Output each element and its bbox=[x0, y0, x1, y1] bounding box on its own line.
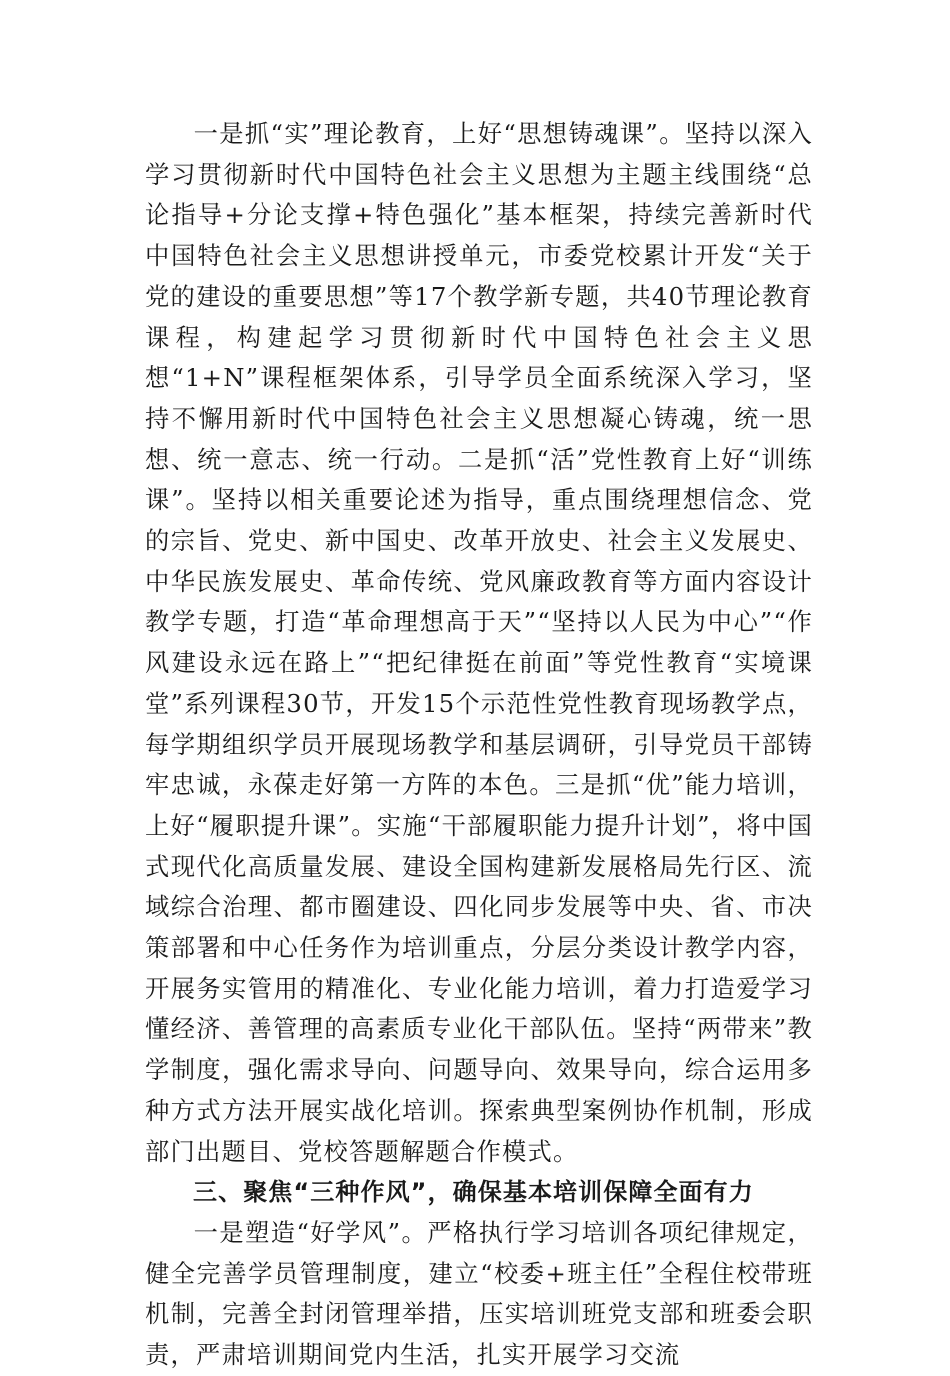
section-heading-three-styles: 三、聚焦“三种作风”，确保基本培训保障全面有力 bbox=[193, 1178, 754, 1207]
body-paragraph-study-style: 一是塑造“好学风”。严格执行学习培训各项纪律规定，健全完善学员管理制度，建立“校委+班主任”全程住校带班机制，完善全封闭管理举措，压实培训班党支部和班委会职责，严肃培训期间党内生活，扎实开展学习交流 bbox=[145, 1217, 813, 1370]
document-body bbox=[145, 114, 813, 1376]
body-paragraph-theory-education: 一是抓“实”理论教育，上好“思想铸魂课”。坚持以深入学习贯彻新时代中国特色社会主义思想为主题主线围绕“总论指导+分论支撑+特色强化”基本框架，持续完善新时代中国特色社会主义思想讲授单元，市委党校累计开发“关于党的建设的重要思想”等17个教学新专题，共40节理论教育课程，构建起学习贯彻新时代中国特色社会主义思想“1+N”课程框架体系，引导学员全面系统深入学习，坚持不懈用新时代中国特色社会主义思想凝心铸魂，统一思想、统一意志、统一行动。二是抓“活”党性教育上好“训练课”。坚持以相关重要论述为指导，重点围绕理想信念、党的宗旨、党史、新中国史、改革开放史、社会主义发展史、中华民族发展史、革命传统、党风廉政教育等方面内容设计教学专题，打造“革命理想高于天”“坚持以人民为中心”“作风建设永远在路上”“把纪律挺在前面”等党性教育“实境课堂”系列课程30节，开发15个示范性党性教育现场教学点，每学期组织学员开展现场教学和基层调研，引导党员干部铸牢忠诚，永葆走好第一方阵的本色。三是抓“优”能力培训，上好“履职提升课”。实施“干部履职能力提升计划”，将中国式现代化高质量发展、建设全国构建新发展格局先行区、流域综合治理、都市圈建设、四化同步发展等中央、省、市决策部署和中心任务作为培训重点，分层分类设计教学内容，开展务实管用的精准化、专业化能力培训，着力打造爱学习懂经济、善管理的高素质专业化干部队伍。坚持“两带来”教学制度，强化需求导向、问题导向、效果导向，综合运用多种方式方法开展实战化培训。探索典型案例协作机制，形成部门出题目、党校答题解题合作模式。 bbox=[145, 119, 813, 1166]
